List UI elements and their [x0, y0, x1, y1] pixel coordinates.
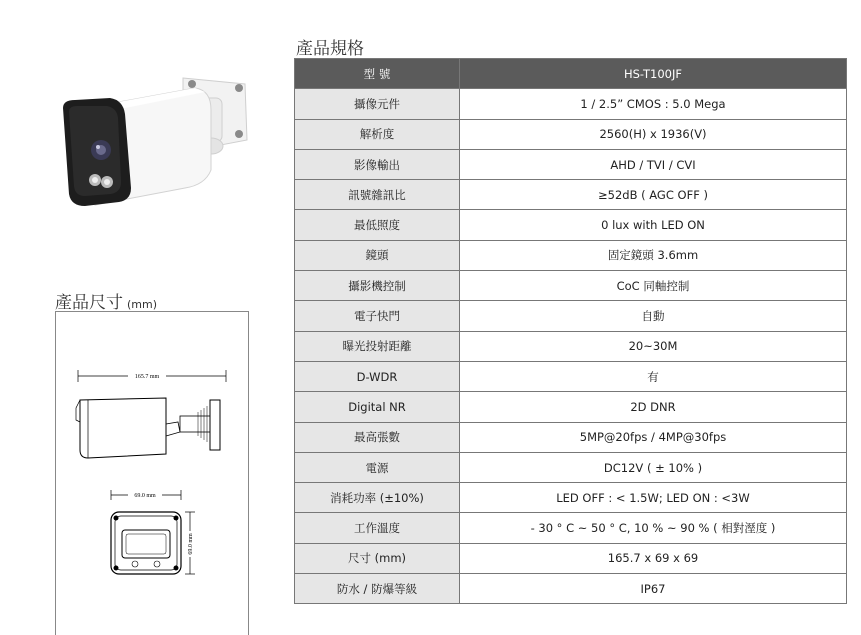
spec-row — [295, 301, 847, 331]
spec-label: 訊號雜訊比 — [295, 180, 460, 210]
spec-value: ≥52dB ( AGC OFF ) — [460, 180, 847, 210]
spec-value: - 30 ° C ~ 50 ° C, 10 % ~ 90 % ( 相對溼度 ) — [460, 513, 847, 543]
spec-value: AHD / TVI / CVI — [460, 149, 847, 179]
spec-value: 2560(H) x 1936(V) — [460, 119, 847, 149]
spec-row — [295, 210, 847, 240]
spec-value: CoC 同軸控制 — [460, 271, 847, 301]
spec-row — [295, 574, 847, 604]
spec-value: IP67 — [460, 574, 847, 604]
spec-row — [295, 543, 847, 573]
spec-label: 解析度 — [295, 119, 460, 149]
dimensions-heading-text: 產品尺寸 — [55, 293, 123, 313]
spec-value: 自動 — [460, 301, 847, 331]
camera-product-image — [55, 70, 255, 220]
spec-label: 曝光投射距離 — [295, 331, 460, 361]
spec-row — [295, 89, 847, 119]
spec-row — [295, 452, 847, 482]
dimensions-unit: (mm) — [127, 298, 158, 311]
dimensions-heading — [55, 288, 157, 313]
spec-label: 電子快門 — [295, 301, 460, 331]
spec-row — [295, 119, 847, 149]
length-dimension-label: 165.7 mm — [134, 374, 160, 380]
spec-table-header-row — [295, 59, 847, 89]
spec-label: 鏡頭 — [295, 240, 460, 270]
model-value: HS-T100JF — [460, 59, 847, 89]
spec-label: 尺寸 (mm) — [295, 543, 460, 573]
spec-label: 消耗功率 (±10%) — [295, 483, 460, 513]
spec-row — [295, 513, 847, 543]
spec-value: LED OFF : < 1.5W; LED ON : <3W — [460, 483, 847, 513]
spec-row — [295, 331, 847, 361]
spec-value: 1 / 2.5” CMOS : 5.0 Mega — [460, 89, 847, 119]
height-dimension-label: 69.0 mm — [188, 533, 194, 555]
spec-value: 有 — [460, 361, 847, 391]
spec-row — [295, 361, 847, 391]
spec-label: 電源 — [295, 452, 460, 482]
spec-value: 20~30M — [460, 331, 847, 361]
spec-label: Digital NR — [295, 392, 460, 422]
spec-value: DC12V ( ± 10% ) — [460, 452, 847, 482]
spec-value: 固定鏡頭 3.6mm — [460, 240, 847, 270]
spec-value: 5MP@20fps / 4MP@30fps — [460, 422, 847, 452]
spec-value: 0 lux with LED ON — [460, 210, 847, 240]
spec-row — [295, 180, 847, 210]
spec-label: 影像輸出 — [295, 149, 460, 179]
spec-row — [295, 271, 847, 301]
spec-label: 攝影機控制 — [295, 271, 460, 301]
spec-label: 防水 / 防爆等級 — [295, 574, 460, 604]
spec-row — [295, 483, 847, 513]
spec-table — [294, 58, 847, 604]
spec-label: D-WDR — [295, 361, 460, 391]
spec-label: 最低照度 — [295, 210, 460, 240]
spec-label: 工作溫度 — [295, 513, 460, 543]
spec-row — [295, 392, 847, 422]
spec-row — [295, 149, 847, 179]
spec-value: 165.7 x 69 x 69 — [460, 543, 847, 573]
spec-label: 最高張數 — [295, 422, 460, 452]
spec-value: 2D DNR — [460, 392, 847, 422]
dimension-drawing-frame — [55, 311, 249, 635]
spec-label: 攝像元件 — [295, 89, 460, 119]
spec-row — [295, 240, 847, 270]
spec-title: 產品規格 — [296, 39, 364, 59]
width-dimension-label: 69.0 mm — [134, 493, 156, 499]
dimension-drawing — [56, 312, 250, 635]
model-label: 型 號 — [295, 59, 460, 89]
spec-row — [295, 422, 847, 452]
